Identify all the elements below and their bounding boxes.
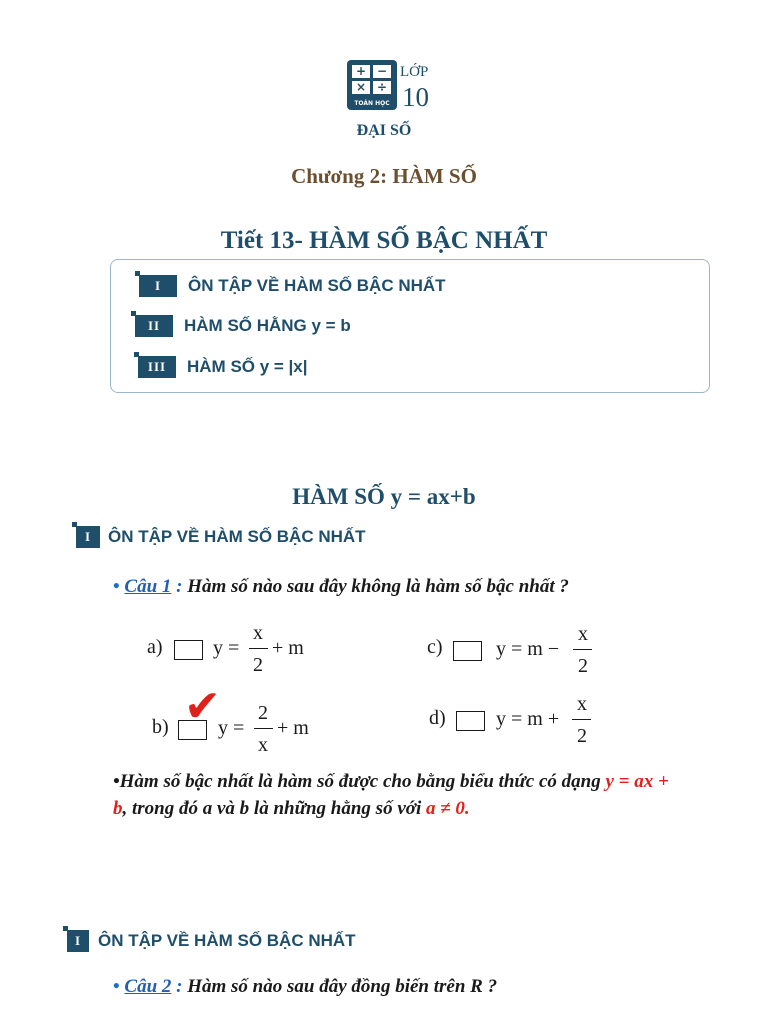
- option-a-denominator: 2: [253, 654, 263, 676]
- option-b-numerator: 2: [258, 702, 268, 724]
- section2-title: ÔN TẬP VỀ HÀM SỐ BẬC NHẤT: [98, 931, 356, 950]
- math-logo: [347, 60, 397, 110]
- option-a-checkbox[interactable]: [174, 640, 203, 660]
- multiply-icon: ×: [352, 81, 370, 94]
- option-d-letter: d): [429, 707, 446, 729]
- option-b-letter: b): [152, 716, 169, 738]
- question-1-text: Hàm số nào sau đây không là hàm số bậc nhất ?: [187, 576, 569, 597]
- option-a-lhs: y =: [213, 637, 240, 659]
- logo-label: TOÁN HỌC: [354, 100, 390, 107]
- question-1: [113, 576, 569, 598]
- grade-number: 10: [402, 82, 429, 112]
- definition-note: [113, 768, 673, 822]
- option-c-numerator: x: [578, 623, 588, 645]
- option-c-denominator: 2: [578, 655, 588, 677]
- option-a-numerator: x: [253, 622, 263, 644]
- outline-numeral-1: I: [139, 275, 177, 297]
- question-2: [113, 976, 497, 998]
- option-d-denominator: 2: [577, 725, 587, 747]
- note-formula: y = ax + b: [113, 771, 669, 819]
- note-text: •Hàm số bậc nhất là hàm số được cho bằng biểu thức có dạng: [113, 771, 606, 792]
- grade-label: LỚP: [400, 64, 429, 80]
- bullet: •: [113, 576, 120, 597]
- option-b-denominator: x: [258, 734, 268, 756]
- fraction-bar: [572, 719, 591, 720]
- option-d-lhs: y = m +: [496, 708, 560, 730]
- question-colon: :: [176, 976, 183, 997]
- fraction-bar: [254, 728, 273, 729]
- section2-numeral: I: [67, 930, 89, 952]
- bullet: •: [113, 976, 120, 997]
- note-text-2: , trong đó a và b là những hằng số với: [122, 798, 426, 819]
- option-a-rest: + m: [272, 637, 304, 659]
- outline-item-3[interactable]: HÀM SỐ y = |x|: [187, 357, 308, 376]
- divide-icon: ÷: [373, 81, 391, 94]
- option-c-lhs: y = m −: [496, 638, 560, 660]
- option-b-lhs: y =: [218, 717, 245, 739]
- outline-numeral-2: II: [135, 315, 173, 337]
- option-b-rest: + m: [277, 717, 309, 739]
- subject-title: ĐẠI SỐ: [356, 122, 412, 139]
- check-mark-icon: ✔: [184, 681, 221, 732]
- lesson-outline: [110, 259, 710, 393]
- option-a-letter: a): [147, 636, 163, 658]
- question-1-label[interactable]: Câu 1: [124, 576, 172, 597]
- question-2-text: Hàm số nào sau đây đồng biến trên R ?: [187, 976, 498, 997]
- option-c-checkbox[interactable]: [453, 641, 482, 661]
- section1-title: ÔN TẬP VỀ HÀM SỐ BẬC NHẤT: [108, 527, 366, 546]
- option-d-checkbox[interactable]: [456, 711, 485, 731]
- question-2-label[interactable]: Câu 2: [124, 976, 172, 997]
- minus-icon: −: [373, 65, 391, 78]
- option-d-numerator: x: [577, 693, 587, 715]
- section1-numeral: I: [76, 526, 100, 548]
- note-period: .: [464, 798, 470, 819]
- question-colon: :: [176, 576, 183, 597]
- section-heading: HÀM SỐ y = ax+b: [292, 484, 476, 509]
- outline-item-2[interactable]: HÀM SỐ HẰNG y = b: [184, 316, 351, 335]
- plus-icon: +: [352, 65, 370, 78]
- note-condition: a ≠ 0: [425, 798, 465, 819]
- fraction-bar: [249, 648, 268, 649]
- fraction-bar: [573, 649, 592, 650]
- option-c-letter: c): [427, 636, 443, 658]
- chapter-title: Chương 2: HÀM SỐ: [291, 164, 477, 188]
- outline-item-1[interactable]: ÔN TẬP VỀ HÀM SỐ BẬC NHẤT: [188, 276, 446, 295]
- outline-numeral-3: III: [138, 356, 176, 378]
- lesson-title: Tiết 13- HÀM SỐ BẬC NHẤT: [220, 227, 548, 254]
